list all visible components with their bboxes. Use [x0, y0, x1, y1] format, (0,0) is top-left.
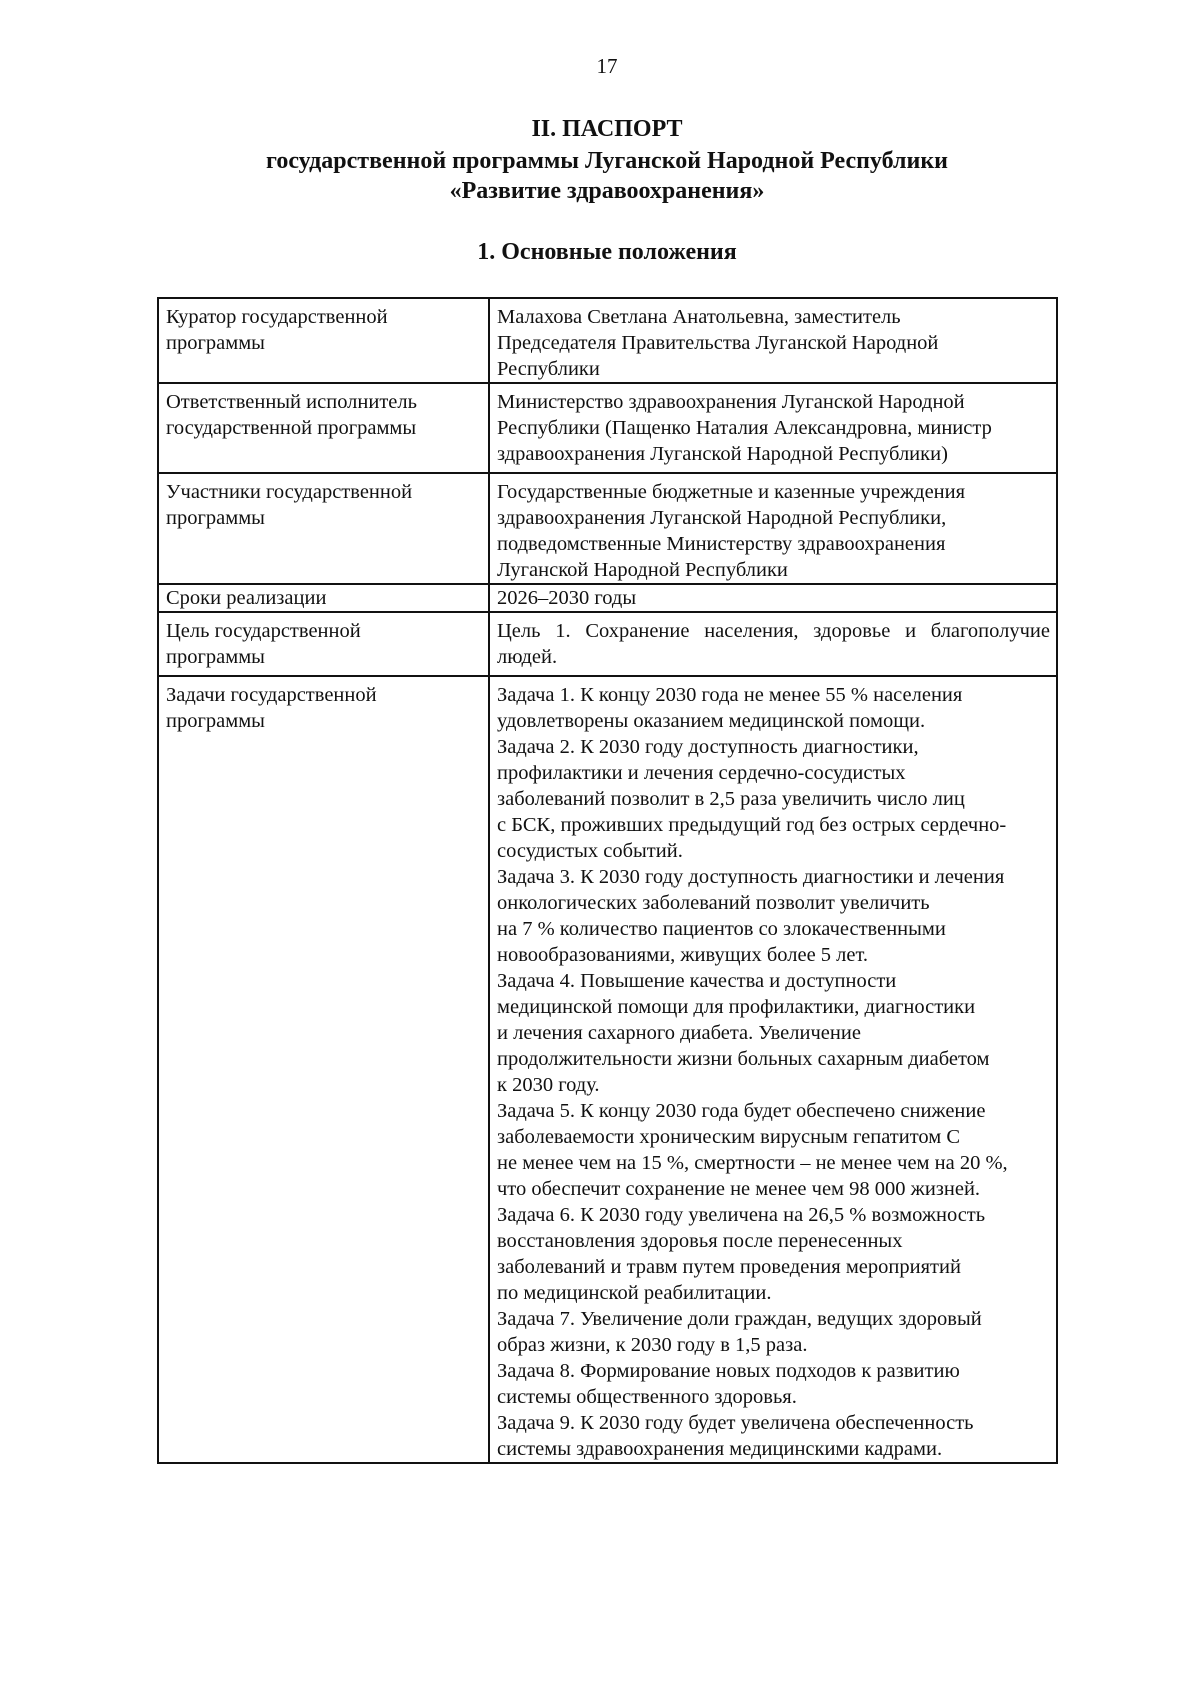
text-line: людей. — [497, 646, 558, 668]
row-value — [489, 298, 1057, 383]
text-line: Малахова Светлана Анатольевна, заместитель — [497, 306, 901, 328]
heading-line-3: «Развитие здравоохранения» — [449, 178, 765, 204]
text-line: новообразованиями, живущих более 5 лет. — [497, 944, 869, 966]
text-line: Задача 9. К 2030 году будет увеличена обеспеченность — [497, 1412, 974, 1434]
text-line: к 2030 году. — [497, 1074, 600, 1096]
row-value — [489, 383, 1057, 473]
text-line: Задача 2. К 2030 году доступность диагностики, — [497, 736, 919, 758]
text-line: 2026–2030 годы — [497, 587, 637, 609]
text-line: системы здравоохранения медицинскими кадрами. — [497, 1438, 943, 1460]
text-line: Задачи государственной — [166, 684, 377, 706]
text-line: здравоохранения Луганской Народной Республики, — [497, 507, 947, 529]
text-line: Республики (Пащенко Наталия Александровна, министр — [497, 417, 992, 439]
text-line: Задача 6. К 2030 году увеличена на 26,5 % возможность — [497, 1204, 986, 1226]
page-number: 17 — [596, 54, 618, 78]
text-line: программы — [166, 507, 265, 529]
row-label — [158, 473, 489, 584]
table-row-goal — [158, 612, 1057, 676]
text-line: подведомственные Министерству здравоохранения — [497, 533, 946, 555]
row-label — [158, 676, 489, 1463]
text-line: на 7 % количество пациентов со злокачественными — [497, 918, 946, 940]
text-line: сосудистых событий. — [497, 840, 683, 862]
text-line: Участники государственной — [166, 481, 413, 503]
text-line: не менее чем на 15 %, смертности – не менее чем на 20 %, — [497, 1152, 1008, 1174]
text-line: Государственные бюджетные и казенные учреждения — [497, 481, 966, 503]
text-line: что обеспечит сохранение не менее чем 98 000 жизней. — [497, 1178, 981, 1200]
text-line: Задача 5. К концу 2030 года будет обеспечено снижение — [497, 1100, 986, 1122]
text-line: Луганской Народной Республики — [497, 559, 788, 581]
row-label — [158, 584, 489, 612]
text-line: программы — [166, 710, 265, 732]
text-line: государственной программы — [166, 417, 417, 439]
text-line: Республики — [497, 358, 600, 380]
text-line: Задача 4. Повышение качества и доступности — [497, 970, 897, 992]
text-line: восстановления здоровья после перенесенных — [497, 1230, 903, 1252]
text-line: заболеваний и травм путем проведения мероприятий — [497, 1256, 961, 1278]
row-label — [158, 298, 489, 383]
heading-line-2: государственной программы Луганской Народной Республики — [266, 148, 948, 174]
row-value — [489, 473, 1057, 584]
text-line: онкологических заболеваний позволит увеличить — [497, 892, 930, 914]
text-line: Ответственный исполнитель — [166, 391, 417, 413]
text-line: программы — [166, 646, 265, 668]
heading-line-1: II. ПАСПОРТ — [531, 116, 683, 142]
text-line: Председателя Правительства Луганской Народной — [497, 332, 939, 354]
text-line: Куратор государственной — [166, 306, 388, 328]
table-row-curator — [158, 298, 1057, 383]
text-line: заболеваемости хроническим вирусным гепатитом С — [497, 1126, 961, 1148]
text-line: с БСК, проживших предыдущий год без острых сердечно- — [497, 814, 1007, 836]
text-line: Цель 1. Сохранение населения, здоровье и благополучие — [497, 620, 1050, 642]
row-value — [489, 612, 1057, 676]
text-line: образ жизни, к 2030 году в 1,5 раза. — [497, 1334, 808, 1356]
text-line: продолжительности жизни больных сахарным диабетом — [497, 1048, 990, 1070]
text-line: по медицинской реабилитации. — [497, 1282, 772, 1304]
table-row-implementation-period — [158, 584, 1057, 612]
section-title: 1. Основные положения — [477, 239, 737, 265]
row-value — [489, 676, 1057, 1463]
text-line: Цель государственной — [166, 620, 361, 642]
text-line: Задача 8. Формирование новых подходов к развитию — [497, 1360, 960, 1382]
passport-table — [157, 297, 1058, 1464]
row-label — [158, 612, 489, 676]
text-line: Задача 7. Увеличение доли граждан, ведущих здоровый — [497, 1308, 982, 1330]
text-line: программы — [166, 332, 265, 354]
text-line: Сроки реализации — [166, 587, 327, 609]
text-line: Министерство здравоохранения Луганской Народной — [497, 391, 965, 413]
row-label — [158, 383, 489, 473]
text-line: профилактики и лечения сердечно-сосудистых — [497, 762, 906, 784]
text-line: заболеваний позволит в 2,5 раза увеличить число лиц — [497, 788, 965, 810]
text-line: и лечения сахарного диабета. Увеличение — [497, 1022, 861, 1044]
table-row-tasks — [158, 676, 1057, 1463]
table-row-responsible-executor — [158, 383, 1057, 473]
text-line: Задача 1. К концу 2030 года не менее 55 % населения — [497, 684, 963, 706]
row-value — [489, 584, 1057, 612]
table-row-participants — [158, 473, 1057, 584]
text-line: здравоохранения Луганской Народной Республики) — [497, 443, 948, 465]
text-line: системы общественного здоровья. — [497, 1386, 797, 1408]
text-line: медицинской помощи для профилактики, диагностики — [497, 996, 976, 1018]
text-line: удовлетворены оказанием медицинской помощи. — [497, 710, 926, 732]
text-line: Задача 3. К 2030 году доступность диагностики и лечения — [497, 866, 1005, 888]
